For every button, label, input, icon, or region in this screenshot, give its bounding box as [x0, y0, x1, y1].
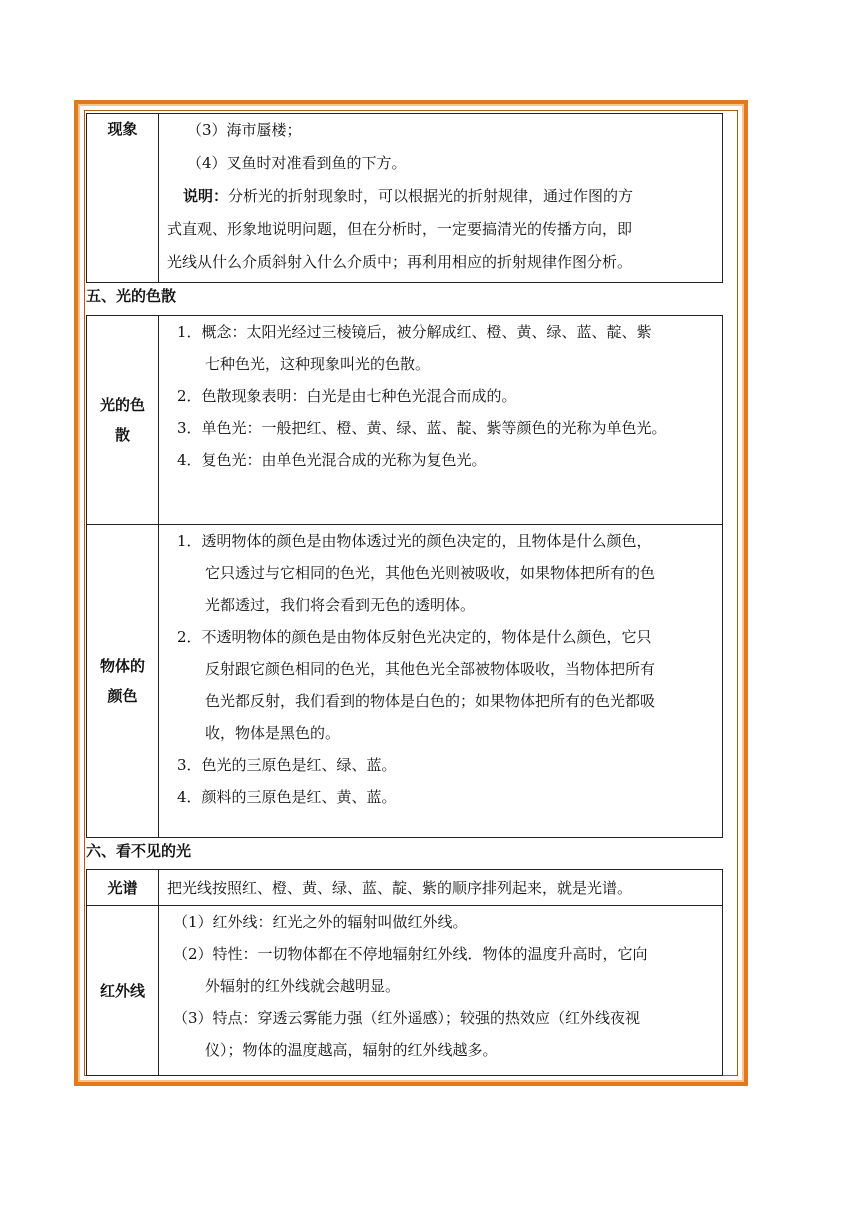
- object-color-header-text: 物体的颜色: [99, 657, 145, 705]
- dispersion-header: [87, 316, 159, 525]
- object-color-item-2-cont-b: 色光都反射，我们看到的物体是白色的；如果物体把所有的色光都吸: [205, 692, 656, 710]
- phenomenon-table: [86, 113, 723, 283]
- phenomenon-header: 现象: [87, 114, 159, 283]
- explanation-line-3: 光线从什么介质斜射入什么介质中；再利用相应的折射规律作图分析。: [167, 253, 633, 271]
- phenomenon-line-4: （4）叉鱼时对准看到鱼的下方。: [187, 154, 407, 172]
- infrared-header: 红外线: [87, 906, 159, 1076]
- dispersion-item-1-cont: 七种色光，这种现象叫光的色散。: [205, 355, 431, 373]
- infrared-item-2-cont: 外辐射的红外线就会越明显。: [205, 977, 401, 995]
- object-color-item-2-cont-a: 反射跟它颜色相同的色光，其他色光全部被物体吸收，当物体把所有: [205, 660, 656, 678]
- dispersion-body: [159, 316, 723, 525]
- spectrum-text: 把光线按照红、橙、黄、绿、蓝、靛、紫的顺序排列起来，就是光谱。: [167, 878, 633, 897]
- explanation-text-1: 分析光的折射现象时，可以根据光的折射规律，通过作图的方: [228, 187, 634, 205]
- object-color-header: [87, 525, 159, 838]
- explanation-line-1: [167, 180, 714, 212]
- infrared-item-1: （1）红外线：红光之外的辐射叫做红外线。: [173, 913, 468, 931]
- explanation-label: 说明：: [183, 187, 229, 205]
- dispersion-item-3: 3．单色光：一般把红、橙、黄、绿、蓝、靛、紫等颜色的光称为单色光。: [177, 419, 667, 437]
- dispersion-item-1: 1．概念：太阳光经过三棱镜后，被分解成红、橙、黄、绿、蓝、靛、紫: [177, 323, 652, 341]
- phenomenon-body: [159, 114, 723, 283]
- infrared-body: [159, 906, 723, 1076]
- object-color-body: [159, 525, 723, 838]
- dispersion-header-text: 光的色散: [99, 396, 145, 444]
- dispersion-item-4: 4．复色光：由单色光混合成的光称为复色光。: [177, 451, 487, 469]
- object-color-item-4: 4．颜料的三原色是红、黄、蓝。: [177, 788, 397, 806]
- object-color-item-1-cont-b: 光都透过，我们将会看到无色的透明体。: [205, 596, 476, 614]
- section-5-title: 五、光的色散: [86, 287, 177, 305]
- object-color-item-1: 1．透明物体的颜色是由物体透过光的颜色决定的，且物体是什么颜色，: [177, 532, 652, 550]
- explanation-line-2: 式直观、形象地说明问题，但在分析时，一定要搞清光的传播方向，即: [167, 220, 633, 238]
- infrared-item-3-cont: 仪）；物体的温度越高，辐射的红外线越多。: [205, 1041, 498, 1059]
- invisible-light-table: [86, 869, 723, 1076]
- phenomenon-line-3: （3）海市蜃楼；: [187, 121, 302, 139]
- object-color-item-3: 3．色光的三原色是红、绿、蓝。: [177, 756, 397, 774]
- spectrum-header: 光谱: [87, 870, 159, 906]
- object-color-item-2-cont-c: 收，物体是黑色的。: [205, 724, 341, 742]
- infrared-item-3: （3）特点：穿透云雾能力强（红外遥感）；较强的热效应（红外线夜视: [173, 1009, 641, 1027]
- dispersion-table: [86, 315, 723, 838]
- object-color-item-1-cont-a: 它只透过与它相同的色光，其他色光则被吸收，如果物体把所有的色: [205, 564, 656, 582]
- dispersion-item-2: 2．色散现象表明：白光是由七种色光混合而成的。: [177, 387, 517, 405]
- infrared-item-2: （2）特性：一切物体都在不停地辐射红外线．物体的温度升高时，它向: [173, 945, 648, 963]
- object-color-item-2: 2．不透明物体的颜色是由物体反射色光决定的，物体是什么颜色，它只: [177, 628, 652, 646]
- section-6-title: 六、看不见的光: [86, 842, 192, 860]
- spectrum-body: [159, 870, 723, 906]
